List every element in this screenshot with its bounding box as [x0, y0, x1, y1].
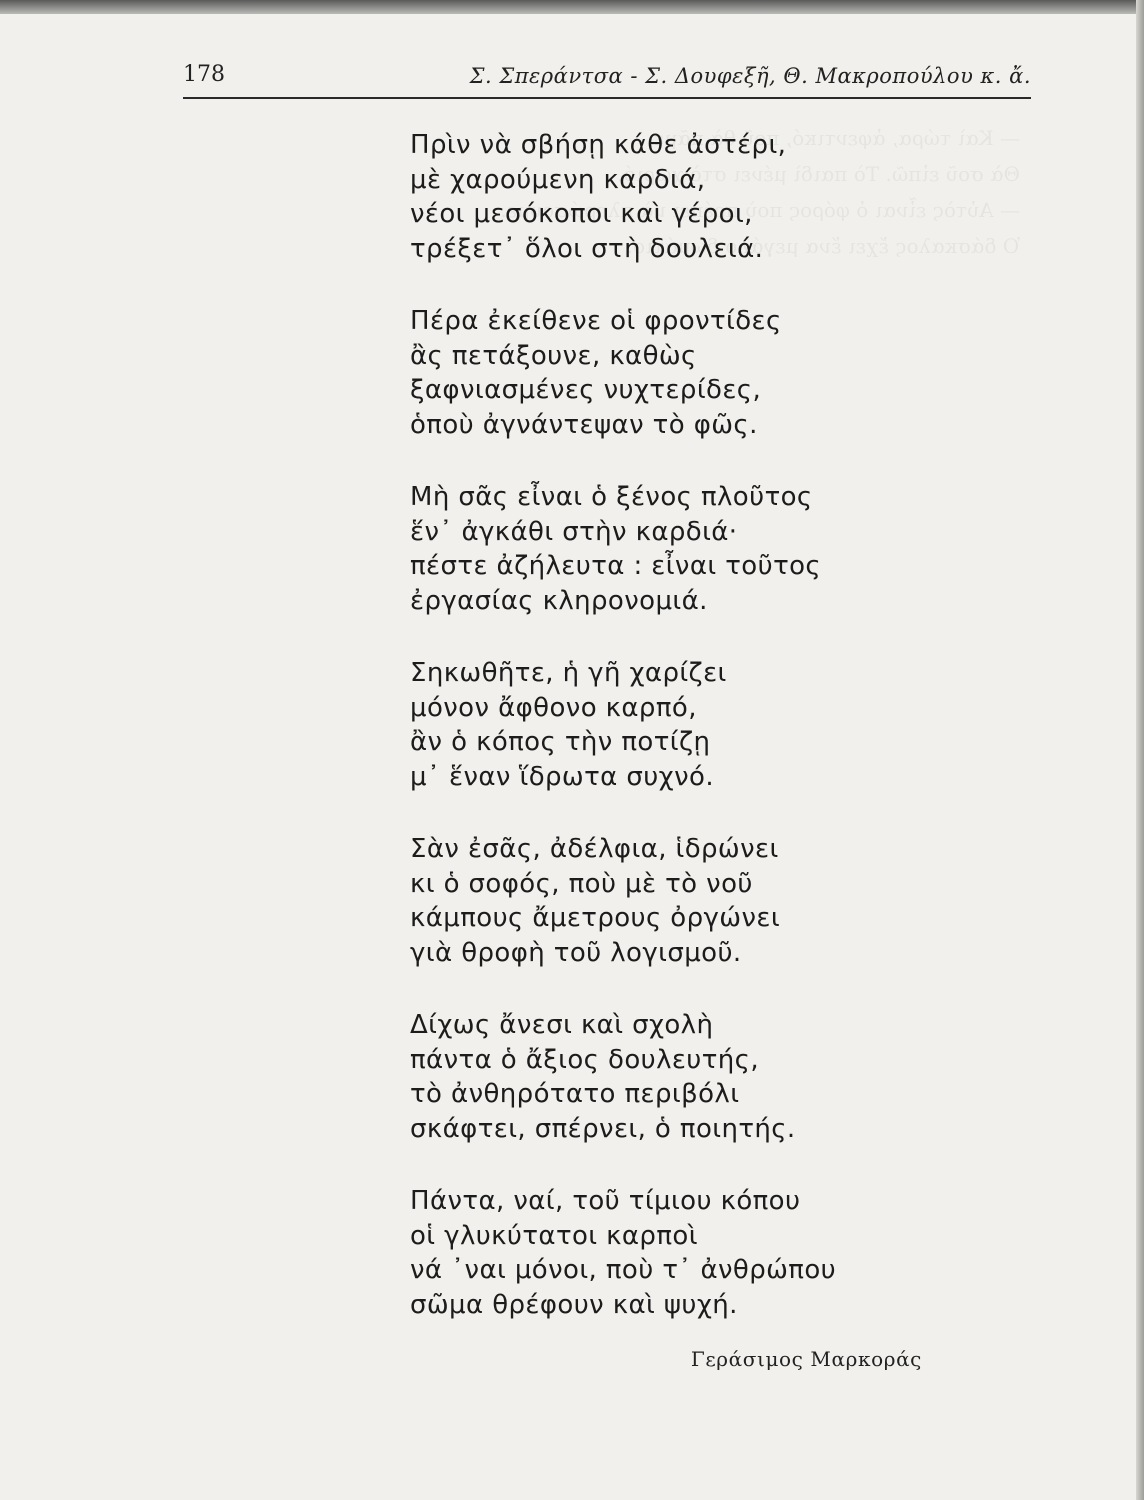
verse-line: μὲ χαρούμενη καρδιά, [410, 164, 706, 195]
verse-line: νέοι μεσόκοποι καὶ γέροι, [410, 199, 753, 229]
stanza [410, 1008, 970, 1146]
scan-top-edge [0, 0, 1144, 14]
verse-line: κάμπους ἄμετρους ὀργώνει [410, 903, 781, 933]
verse-line: γιὰ θροφὴ τοῦ λογισμοῦ. [410, 937, 742, 968]
verse-line: Σηκωθῆτε, ἡ γῆ χαρίζει [410, 658, 727, 688]
verse-line: ἂς πετάξουνε, καθὼς [410, 340, 697, 371]
poem-author-signature: Γεράσιμος Μαρκοράς [690, 1347, 922, 1371]
verse-line: πέστε ἀζήλευτα : εἶναι τοῦτος [410, 551, 822, 581]
verse-line: μόνον ἄφθονο καρπό, [410, 692, 697, 723]
verse-line: τὸ ἀνθηρότατο περιβόλι [410, 1079, 740, 1109]
verse-line: νά ᾽ναι μόνοι, ποὺ τ᾽ ἀνθρώπου [410, 1255, 837, 1285]
stanza [410, 1184, 970, 1322]
stanza [410, 832, 970, 970]
verse-line: σῶμα θρέφουν καὶ ψυχή. [410, 1289, 738, 1320]
page-header [183, 62, 1031, 102]
verse-line: Δίχως ἄνεσι καὶ σχολὴ [410, 1010, 714, 1040]
verse-line: μ᾽ ἕναν ἵδρωτα συχνό. [410, 761, 714, 792]
verse-line: κι ὁ σοφός, ποὺ μὲ τὸ νοῦ [410, 868, 753, 899]
verse-line: οἱ γλυκύτατοι καρποὶ [410, 1220, 698, 1251]
poem [410, 128, 970, 1360]
running-head: Σ. Σπεράντσα - Σ. Δουφεξῆ, Θ. Μακροπούλου κ. ἄ. [469, 64, 1031, 88]
header-rule [183, 97, 1031, 99]
stanza [410, 480, 970, 618]
stanza [410, 128, 970, 266]
verse-line: ἐργασίας κληρονομιά. [410, 585, 708, 616]
verse-line: ἂν ὁ κόπος τὴν ποτίζῃ [410, 727, 711, 757]
verse-line: Σὰν ἐσᾶς, ἀδέλφια, ἱδρώνει [410, 834, 779, 864]
verse-line: πάντα ὁ ἄξιος δουλευτής, [410, 1044, 760, 1075]
verse-line: ξαφνιασμένες νυχτερίδες, [410, 375, 762, 405]
verse-line: Πρὶν νὰ σβήσῃ κάθε ἀστέρι, [410, 130, 787, 160]
verse-line: σκάφτει, σπέρνει, ὁ ποιητής. [410, 1113, 796, 1144]
page-number: 178 [183, 62, 225, 87]
verse-line: ἕν᾽ ἀγκάθι στὴν καρδιά· [410, 516, 738, 547]
scan-right-edge [1136, 0, 1144, 1500]
verse-line: Πάντα, ναί, τοῦ τίμιου κόπου [410, 1186, 801, 1216]
verse-line: Πέρα ἐκείθενε οἱ φροντίδες [410, 306, 782, 336]
verse-line: ὁποὺ ἀγνάντεψαν τὸ φῶς. [410, 409, 758, 440]
verse-line: Μὴ σᾶς εἶναι ὁ ξένος πλοῦτος [410, 482, 813, 512]
stanza [410, 304, 970, 442]
stanza [410, 656, 970, 794]
verse-line: τρέξετ᾽ ὅλοι στὴ δουλειά. [410, 233, 764, 264]
